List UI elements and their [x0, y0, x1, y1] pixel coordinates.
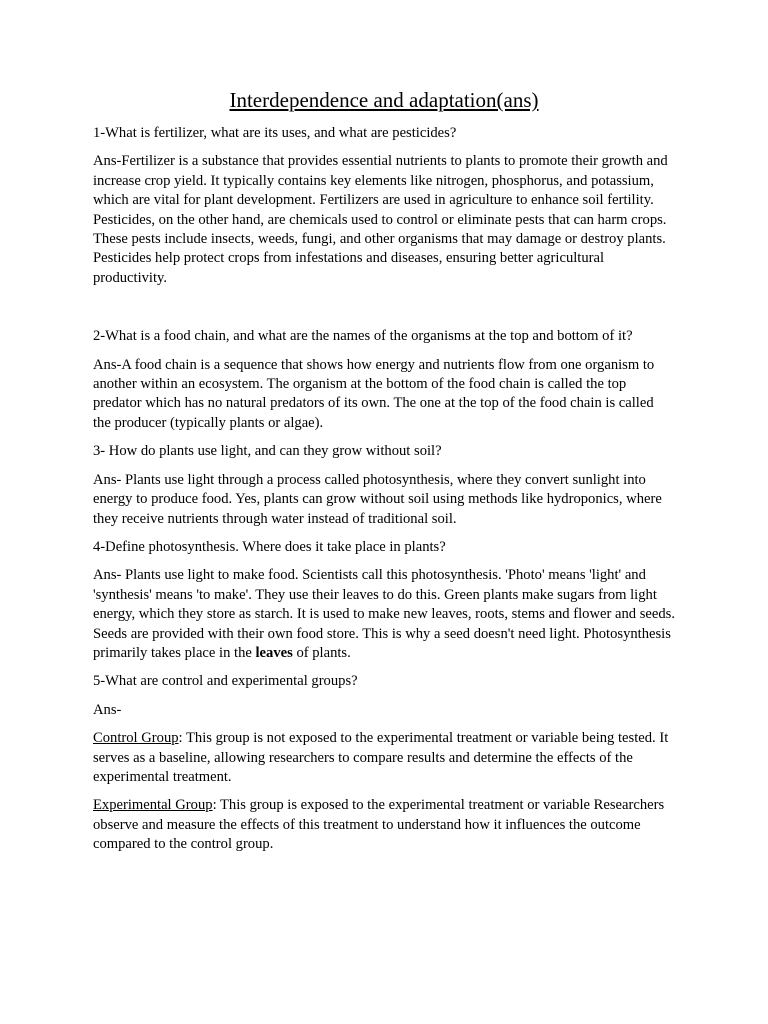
experimental-group-term: Experimental Group: [93, 797, 213, 814]
question-2: 2-What is a food chain, and what are the names of the organisms at the top and bottom of it?: [93, 328, 633, 345]
experimental-group-paragraph: [93, 796, 675, 854]
document-page: [93, 86, 675, 864]
question-1: 1-What is fertilizer, what are its uses, and what are pesticides?: [93, 125, 457, 141]
answer-3: Ans- Plants use light through a process called photosynthesis, where they convert sunlight into energy to produce food. Yes, plants can grow without soil using methods like hydroponics, where they receive nutrients through water instead of traditional soil.: [93, 471, 662, 527]
answer-4-text: Ans- Plants use light to make food. Scientists call this photosynthesis. 'Photo' means 'light' and 'synthesis' means 'to make'. They use their leaves to do this. Green plants make sugars from light energy, which they store as starch. It is used to make new leaves, roots, stems and flower and seeds. Seeds are provided with their own food store. This is why a seed doesn't need light. Photosynthesis primarily takes place in the: [93, 567, 675, 661]
answer-4: [93, 566, 675, 663]
control-group-term: Control Group: [93, 730, 179, 747]
question-4: 4-Define photosynthesis. Where does it take place in plants?: [93, 538, 446, 555]
experimental-group-definition: : This group is exposed to the experimental treatment or variable Researchers observe and measure the effects of this treatment to understand how it influences the outcome compared to the control group.: [93, 797, 665, 853]
control-group-paragraph: [93, 729, 675, 787]
document-title: Interdependence and adaptation(ans): [229, 88, 539, 112]
paragraph-spacer: [93, 297, 675, 327]
answer-5-label: Ans-: [93, 701, 122, 718]
question-5: 5-What are control and experimental groups?: [93, 673, 358, 690]
answer-1: Ans-Fertilizer is a substance that provides essential nutrients to plants to promote their growth and increase crop yield. It typically contains key elements like nitrogen, phosphorus, and potassium, which are vital for plant development. Fertilizers are used in agriculture to enhance soil fertility. Pesticides, on the other hand, are chemicals used to control or eliminate pests that can harm crops. These pests include insects, weeds, fungi, and other organisms that may damage or destroy plants. Pesticides help protect crops from infestations and diseases, ensuring better agricultural productivity.: [93, 153, 668, 286]
answer-4-ending: of plants.: [292, 644, 351, 661]
question-3: 3- How do plants use light, and can they grow without soil?: [93, 443, 442, 460]
answer-2: Ans-A food chain is a sequence that shows how energy and nutrients flow from one organism to another within an ecosystem. The organism at the bottom of the food chain is called the top predator which has no natural predators of its own. The one at the top of the food chain is called the producer (typically plants or algae).: [93, 356, 655, 431]
control-group-definition: : This group is not exposed to the experimental treatment or variable being tested. It serves as a baseline, allowing researchers to compare results and determine the effects of the experimental treatment.: [93, 730, 669, 785]
answer-4-bold-word: leaves: [255, 644, 293, 661]
